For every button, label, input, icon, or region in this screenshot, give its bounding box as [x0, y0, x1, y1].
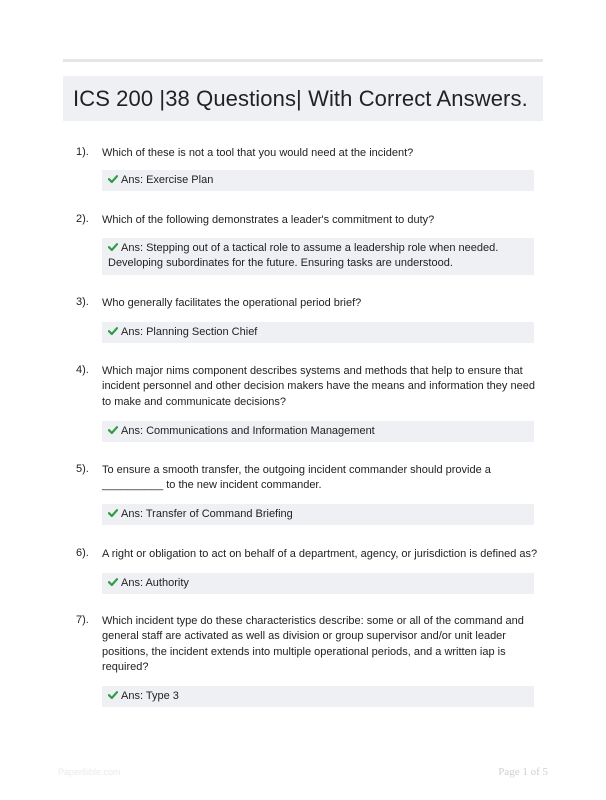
- question-text: Which incident type do these characteristics describe: some or all of the command and general staff are activated as well as division or group supervisor and/or unit leader positions, the incident extends into multiple operational periods, and a written iap is required?: [102, 615, 524, 673]
- answer-box: [102, 573, 534, 594]
- question-text: To ensure a smooth transfer, the outgoing incident commander should provide a __________ to the new incident commander.: [102, 464, 491, 492]
- question-text: Which of the following demonstrates a leader's commitment to duty?: [102, 214, 435, 226]
- answer-text: Ans: Exercise Plan: [121, 174, 214, 186]
- answer-box: [102, 686, 534, 707]
- answer-text: Ans: Type 3: [121, 690, 179, 702]
- checkmark-icon: [108, 577, 118, 587]
- question-number: 4).: [76, 364, 89, 376]
- answer-box: [102, 322, 534, 343]
- question-number: 2).: [76, 213, 89, 225]
- answer-text: Ans: Planning Section Chief: [121, 326, 258, 338]
- question-text: Which major nims component describes systems and methods that help to ensure that incident personnel and other decision makers have the means and information they need to make and communicate decisions?: [102, 365, 535, 408]
- question-number: 7).: [76, 614, 89, 626]
- checkmark-icon: [108, 508, 118, 518]
- question-number: 6).: [76, 547, 89, 559]
- question-number: 5).: [76, 463, 89, 475]
- question-number: 3).: [76, 296, 89, 308]
- document-title: ICS 200 |38 Questions| With Correct Answers.: [73, 86, 528, 111]
- question-text: Who generally facilitates the operational period brief?: [102, 297, 362, 309]
- answer-box: [102, 421, 534, 442]
- question-number: 1).: [76, 146, 89, 158]
- checkmark-icon: [108, 425, 118, 435]
- answer-text: Ans: Transfer of Command Briefing: [121, 508, 293, 520]
- answer-box: [102, 238, 534, 275]
- question-text: Which of these is not a tool that you would need at the incident?: [102, 147, 414, 159]
- page-indicator: Page 1 of 5: [498, 766, 548, 778]
- checkmark-icon: [108, 242, 118, 252]
- footer-watermark: Paper6ible.com: [58, 767, 121, 777]
- question-text: A right or obligation to act on behalf of a department, agency, or jurisdiction is defined as?: [102, 548, 538, 560]
- answer-text: Ans: Communications and Information Management: [121, 425, 375, 437]
- checkmark-icon: [108, 690, 118, 700]
- answer-text: Ans: Stepping out of a tactical role to assume a leadership role when needed. Developing subordinates for the future. Ensuring tasks are understood.: [108, 242, 499, 270]
- checkmark-icon: [108, 174, 118, 184]
- checkmark-icon: [108, 326, 118, 336]
- title-bar: [63, 76, 543, 121]
- top-divider: [63, 59, 543, 62]
- answer-box: [102, 504, 534, 525]
- answer-box: [102, 170, 534, 191]
- answer-text: Ans: Authority: [121, 577, 189, 589]
